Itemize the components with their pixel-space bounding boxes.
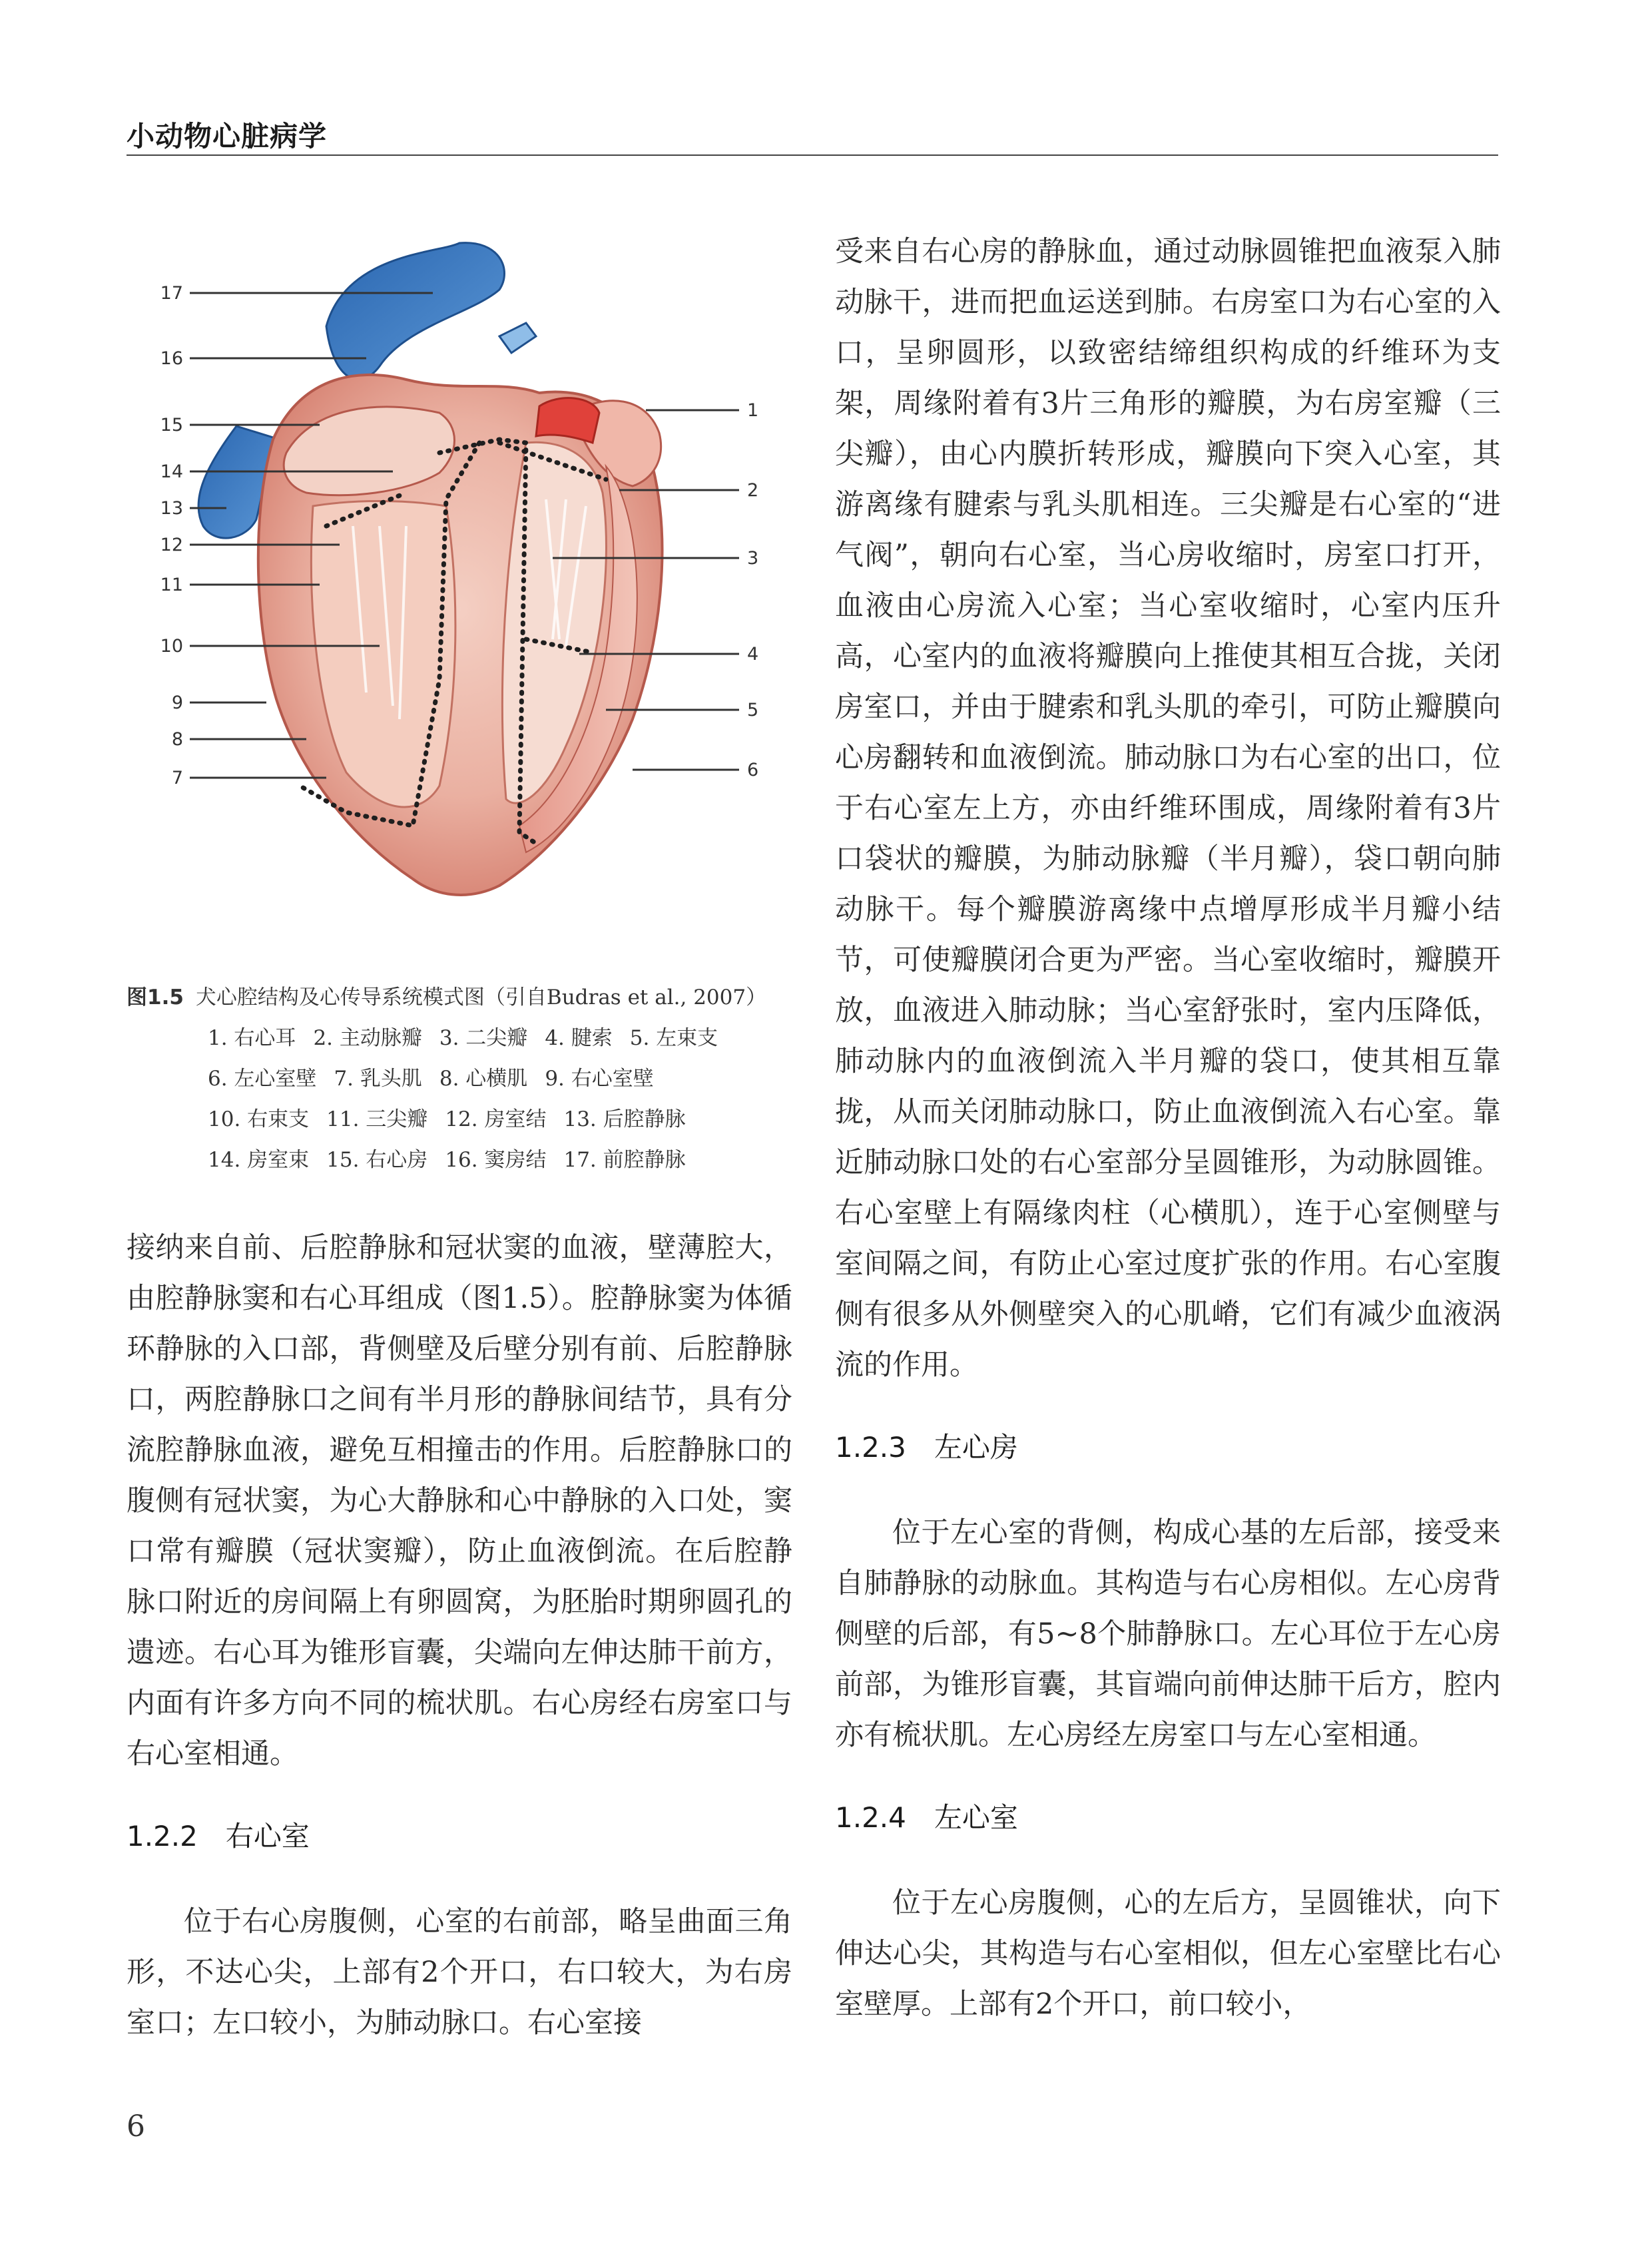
callout-8: 8 (171, 729, 183, 750)
section-title: 左心房 (934, 1431, 1018, 1464)
callout-7: 7 (171, 768, 183, 788)
legend-item: 11. 三尖瓣 (326, 1107, 428, 1131)
left-column (127, 1223, 792, 2048)
legend-item: 3. 二尖瓣 (439, 1026, 528, 1050)
callout-12: 12 (160, 535, 183, 555)
section-number: 1.2.2 (127, 1820, 198, 1852)
callout-17: 17 (160, 283, 183, 304)
callout-3: 3 (747, 548, 759, 569)
running-head: 小动物心脏病学 (127, 120, 328, 152)
legend-item: 15. 右心房 (326, 1148, 428, 1172)
figure-legend (127, 1018, 792, 1181)
pulmonary-vessel (499, 323, 536, 353)
legend-line (208, 1018, 792, 1059)
legend-item: 16. 窦房结 (445, 1148, 547, 1172)
callout-14: 14 (160, 461, 183, 482)
callout-4: 4 (747, 644, 759, 665)
section-title: 右心室 (225, 1820, 310, 1852)
section-number: 1.2.3 (835, 1431, 906, 1464)
legend-item: 10. 右束支 (208, 1107, 310, 1131)
body-paragraph: 位于右心房腹侧，心室的右前部，略呈曲面三角形，不达心尖，上部有2个开口，右口较大，为右房室口；左口较小，为肺动脉口。右心室接 (127, 1905, 792, 2040)
heart-figure (127, 213, 792, 959)
legend-item: 17. 前腔静脉 (563, 1148, 686, 1172)
section-number: 1.2.4 (835, 1801, 906, 1834)
legend-line (208, 1140, 792, 1181)
section-heading-1-2-2 (127, 1817, 792, 1856)
figure-caption-text: 犬心腔结构及心传导系统模式图（引自Budras et al., 2007） (195, 985, 767, 1009)
section-title: 左心室 (934, 1801, 1018, 1834)
legend-item: 8. 心横肌 (439, 1067, 528, 1091)
callout-9: 9 (171, 693, 183, 713)
callout-6: 6 (747, 760, 759, 780)
callout-16: 16 (160, 348, 183, 369)
legend-item: 7. 乳头肌 (334, 1067, 422, 1091)
section-heading-1-2-4 (835, 1798, 1501, 1838)
legend-item: 2. 主动脉瓣 (313, 1026, 422, 1050)
body-paragraph: 位于左心室的背侧，构成心基的左后部，接受来自肺静脉的动脉血。其构造与右心房相似。左心房背侧壁的后部，有5~8个肺静脉口。左心耳位于左心房前部，为锥形盲囊，其盲端向前伸达肺干后方，腔内亦有梳状肌。左心房经左房室口与左心室相通。 (835, 1516, 1501, 1752)
legend-item: 9. 右心室壁 (545, 1067, 654, 1091)
legend-item: 14. 房室束 (208, 1148, 310, 1172)
body-paragraph: 位于左心房腹侧，心的左后方，呈圆锥状，向下伸达心尖，其构造与右心室相似，但左心室壁比右心室壁厚。上部有2个开口，前口较小， (835, 1886, 1501, 2021)
legend-item: 12. 房室结 (445, 1107, 547, 1131)
heart-illustration (127, 213, 792, 959)
header-rule (127, 154, 1498, 156)
body-paragraph: 接纳来自前、后腔静脉和冠状窦的血液，壁薄腔大，由腔静脉窦和右心耳组成（图1.5）。腔静脉窦为体循环静脉的入口部，背侧壁及后壁分别有前、后腔静脉口，两腔静脉口之间有半月形的静脉间结节，具有分流腔静脉血液，避免互相撞击的作用。后腔静脉口的腹侧有冠状窦，为心大静脉和心中静脉的入口处，窦口常有瓣膜（冠状窦瓣），防止血液倒流。在后腔静脉口附近的房间隔上有卵圆窝，为胚胎时期卵圆孔的遗迹。右心耳为锥形盲囊，尖端向左伸达肺干前方，内面有许多方向不同的梳状肌。右心房经右房室口与右心室相通。 (127, 1231, 792, 1771)
callout-10: 10 (160, 636, 183, 657)
figure-label: 图1.5 (127, 985, 184, 1009)
callout-5: 5 (747, 700, 759, 720)
callout-11: 11 (160, 575, 183, 595)
right-column (835, 226, 1501, 2030)
callout-13: 13 (160, 498, 183, 519)
legend-line (208, 1099, 792, 1140)
figure-caption (127, 978, 792, 1181)
callout-1: 1 (747, 400, 759, 421)
legend-line (208, 1059, 792, 1099)
legend-item: 13. 后腔静脉 (563, 1107, 686, 1131)
legend-item: 5. 左束支 (629, 1026, 718, 1050)
body-paragraph: 受来自右心房的静脉血，通过动脉圆锥把血液泵入肺动脉干，进而把血运送到肺。右房室口为右心室的入口，呈卵圆形，以致密结缔组织构成的纤维环为支架，周缘附着有3片三角形的瓣膜，为右房室瓣（三尖瓣），由心内膜折转形成，瓣膜向下突入心室，其游离缘有腱索与乳头肌相连。三尖瓣是右心室的“进气阀”，朝向右心室，当心房收缩时，房室口打开，血液由心房流入心室；当心室收缩时，心室内压升高，心室内的血液将瓣膜向上推使其相互合拢，关闭房室口，并由于腱索和乳头肌的牵引，可防止瓣膜向心房翻转和血液倒流。肺动脉口为右心室的出口，位于右心室左上方，亦由纤维环围成，周缘附着有3片口袋状的瓣膜，为肺动脉瓣（半月瓣），袋口朝向肺动脉干。每个瓣膜游离缘中点增厚形成半月瓣小结节，可使瓣膜闭合更为严密。当心室收缩时，瓣膜开放，血液进入肺动脉；当心室舒张时，室内压降低，肺动脉内的血液倒流入半月瓣的袋口，使其相互靠拢，从而关闭肺动脉口，防止血液倒流入右心室。靠近肺动脉口处的右心室部分呈圆锥形，为动脉圆锥。右心室壁上有隔缘肉柱（心横肌），连于心室侧壁与室间隔之间，有防止心室过度扩张的作用。右心室腹侧有很多从外侧壁突入的心肌嵴，它们有减少血液涡流的作用。 (835, 235, 1501, 1382)
legend-item: 4. 腱索 (545, 1026, 613, 1050)
page-number: 6 (127, 2109, 145, 2143)
section-heading-1-2-3 (835, 1428, 1501, 1468)
callout-15: 15 (160, 415, 183, 435)
callout-2: 2 (747, 480, 759, 501)
legend-item: 6. 左心室壁 (208, 1067, 317, 1091)
legend-item: 1. 右心耳 (208, 1026, 296, 1050)
